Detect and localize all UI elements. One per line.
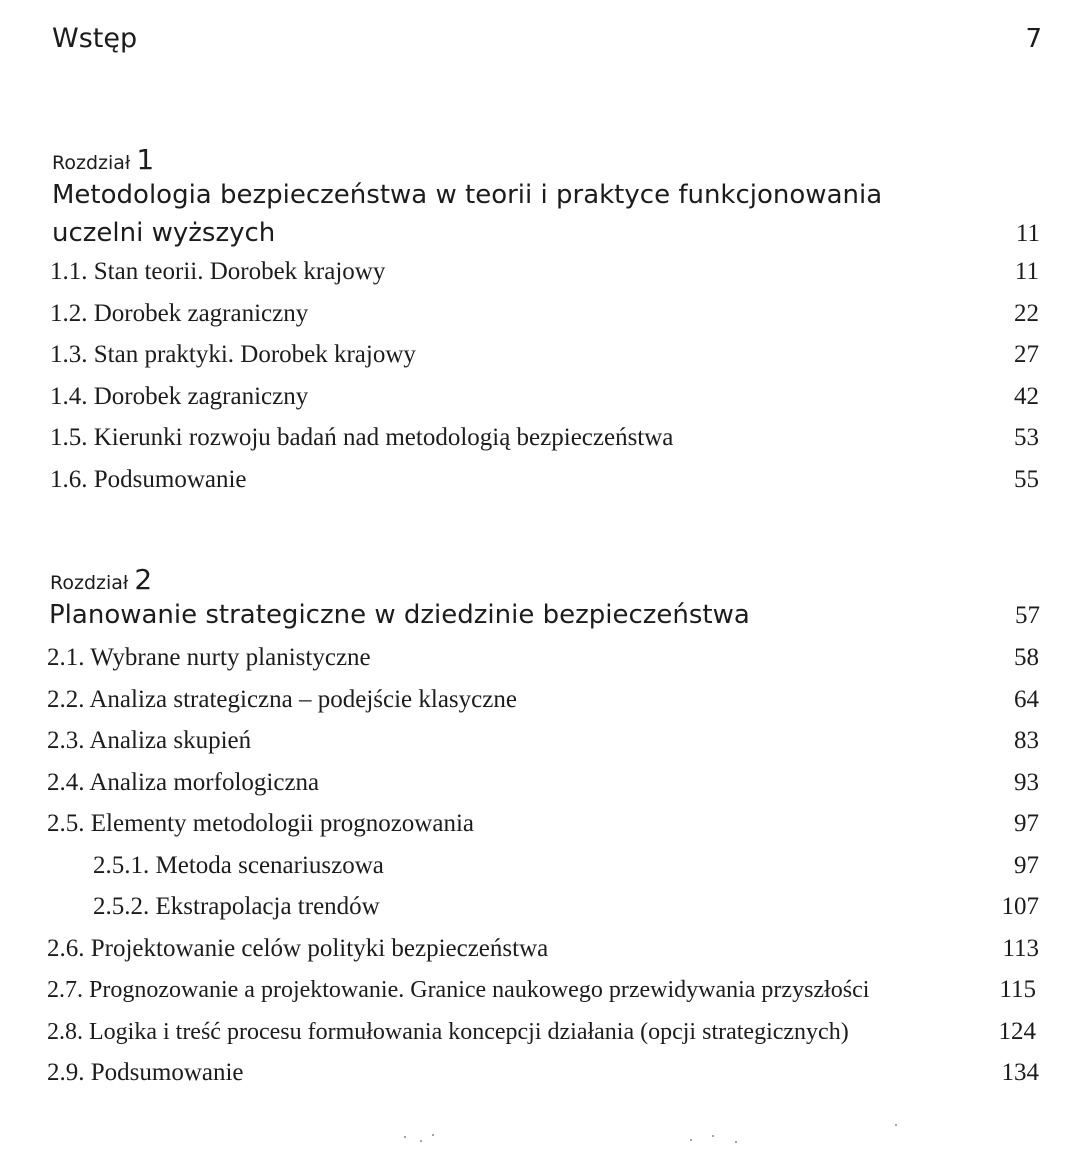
entry-label: 2.6. Projektowanie celów polityki bezpieczeństwa <box>47 934 549 962</box>
entry-label: 1.5. Kierunki rozwoju badań nad metodologią bezpieczeństwa <box>50 424 674 451</box>
chapter-label-text: Rozdział <box>50 572 129 594</box>
entry-page-number: 107 <box>1001 893 1039 920</box>
entry-page-number: 53 <box>1014 424 1039 451</box>
entry-page-number: 134 <box>1001 1059 1039 1086</box>
scan-speck <box>432 1134 434 1136</box>
entry-label: 1.6. Podsumowanie <box>50 465 247 493</box>
scan-speck <box>420 1140 422 1142</box>
toc-entry <box>0 466 1084 508</box>
toc-entry <box>0 769 1084 811</box>
entry-page-number: 22 <box>1014 299 1039 327</box>
entry-page-number: 58 <box>1014 644 1039 671</box>
entry-label: 1.1. Stan teorii. Dorobek krajowy <box>50 258 386 285</box>
chapter-title-row <box>0 176 1084 252</box>
entry-page-number: 11 <box>1014 258 1039 285</box>
entry-label: 2.5.1. Metoda scenariuszowa <box>93 851 384 879</box>
entry-label: 2.4. Analiza morfologiczna <box>47 768 320 796</box>
scan-speck <box>404 1136 406 1138</box>
entry-label: 2.3. Analiza skupień <box>47 727 252 754</box>
toc-entry <box>0 810 1084 852</box>
entry-page-number: 64 <box>1014 685 1039 713</box>
entry-page-number: 97 <box>1014 810 1039 837</box>
chapter-number: 2 <box>134 563 153 596</box>
chapter-1 <box>0 143 1084 507</box>
toc-entry <box>0 935 1084 977</box>
entry-label: 1.3. Stan praktyki. Dorobek krajowy <box>50 341 416 368</box>
section-list <box>0 644 1084 1101</box>
entry-page-number: 42 <box>1014 382 1039 410</box>
toc-entry <box>0 383 1084 425</box>
toc-entry <box>0 258 1084 300</box>
chapter-label <box>52 143 1084 176</box>
toc-entry <box>0 424 1084 466</box>
entry-page-number: 93 <box>1014 768 1039 796</box>
toc-entry <box>0 1018 1084 1060</box>
entry-label: 1.4. Dorobek zagraniczny <box>50 382 309 410</box>
scan-speck <box>895 1124 897 1126</box>
entry-label: 2.5.2. Ekstrapolacja trendów <box>93 893 380 920</box>
entry-page-number: 83 <box>1014 727 1039 754</box>
toc-intro-entry <box>52 14 1042 54</box>
scan-noise <box>0 1132 1084 1152</box>
toc-entry <box>0 1059 1084 1101</box>
entry-page-number: 55 <box>1014 465 1039 493</box>
toc-subentry <box>0 893 1084 935</box>
entry-page-number: 97 <box>1014 851 1039 879</box>
chapter-title-row <box>0 596 1084 634</box>
toc-entry <box>0 300 1084 342</box>
toc-entry <box>0 976 1084 1018</box>
entry-label: 2.1. Wybrane nurty planistyczne <box>47 644 371 671</box>
chapter-label-text: Rozdział <box>52 152 131 174</box>
chapter-title: Metodologia bezpieczeństwa w teorii i praktyce funkcjonowania uczelni wyższych <box>52 180 883 248</box>
intro-page-number: 7 <box>1025 24 1042 54</box>
entry-label: 2.5. Elementy metodologii prognozowania <box>47 810 474 837</box>
chapter-label <box>50 563 1084 596</box>
chapter-title: Planowanie strategiczne w dziedzinie bezpieczeństwa <box>49 600 750 630</box>
toc-subentry <box>0 852 1084 894</box>
entry-label: 2.9. Podsumowanie <box>47 1059 244 1086</box>
toc-entry <box>0 341 1084 383</box>
toc-entry <box>0 644 1084 686</box>
entry-page-number: 124 <box>998 1017 1036 1045</box>
toc-entry <box>0 686 1084 728</box>
entry-label: 1.2. Dorobek zagraniczny <box>50 299 309 327</box>
scan-speck <box>712 1135 714 1137</box>
chapter-2 <box>0 563 1084 1101</box>
entry-page-number: 115 <box>999 976 1036 1003</box>
entry-label: 2.8. Logika i treść procesu formułowania koncepcji działania (opcji strategicznych) <box>47 1018 849 1045</box>
entry-label: 2.2. Analiza strategiczna – podejście klasyczne <box>47 685 517 713</box>
scan-speck <box>735 1141 737 1143</box>
entry-page-number: 113 <box>1002 934 1039 962</box>
scan-speck <box>690 1139 692 1141</box>
section-list <box>0 258 1084 507</box>
chapter-page-number: 11 <box>1015 220 1040 247</box>
intro-title: Wstęp <box>52 23 138 54</box>
chapter-page-number: 57 <box>1015 602 1040 629</box>
entry-label: 2.7. Prognozowanie a projektowanie. Granice naukowego przewidywania przyszłości <box>47 977 870 1003</box>
entry-page-number: 27 <box>1014 341 1039 368</box>
toc-entry <box>0 727 1084 769</box>
chapter-number: 1 <box>136 143 155 176</box>
